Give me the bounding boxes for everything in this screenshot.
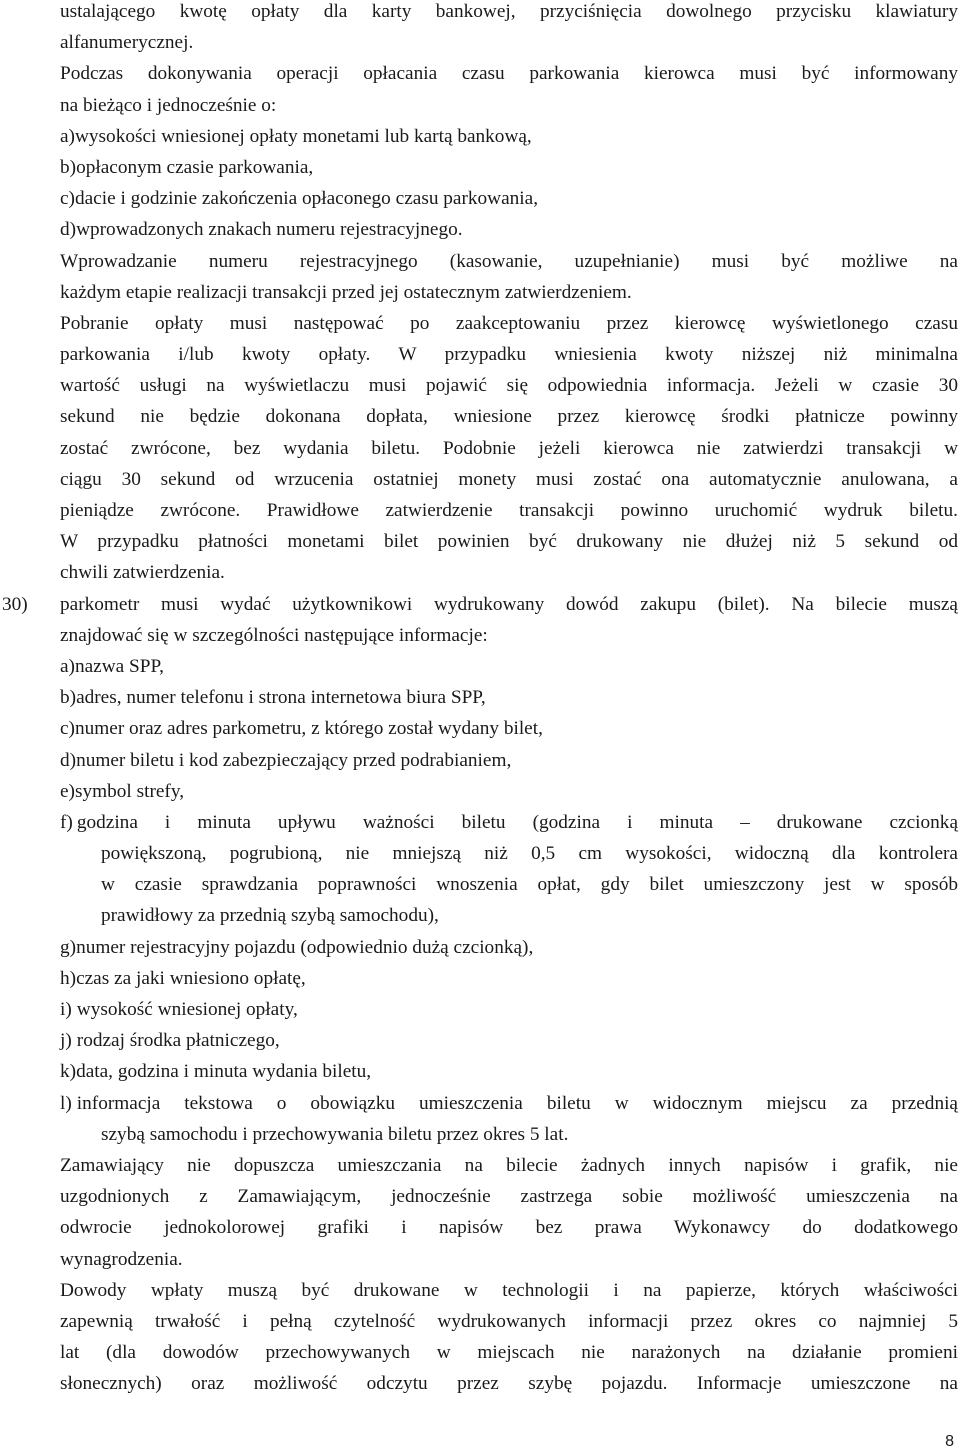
list-text: data, godzina i minuta wydania biletu,	[76, 1061, 372, 1083]
paragraph-4	[60, 308, 958, 589]
list-label: a)	[60, 655, 75, 677]
list-label: d)	[60, 749, 77, 771]
list-continuation: szybą samochodu i przechowywania biletu przez okres 5 lat.	[101, 1123, 569, 1145]
list-text: numer biletu i kod zabezpieczający przed podrabianiem,	[76, 749, 512, 771]
list-item	[60, 807, 958, 838]
list-item	[60, 651, 958, 682]
list-label: i)	[60, 999, 72, 1020]
list-item	[60, 713, 958, 744]
text-line: parkowania i/lub kwoty opłaty. W przypadku wniesienia kwoty niższej niż minimalna	[60, 344, 958, 366]
text-line: słonecznych) oraz możliwość odczytu przez szybę pojazdu. Informacje umieszczone na	[60, 1373, 958, 1395]
text-line: każdym etapie realizacji transakcji przed jej ostatecznym zatwierdzeniem.	[60, 281, 632, 303]
text-line: ciągu 30 sekund od wrzucenia ostatniej monety musi zostać ona automatycznie anulowana, a	[60, 468, 958, 490]
list-text: nazwa SPP,	[74, 655, 164, 677]
section-30	[2, 589, 958, 651]
list-label: l)	[60, 1092, 72, 1114]
list-item	[60, 1056, 958, 1087]
text-line: parkometr musi wydać użytkownikowi wydrukowany dowód zakupu (bilet). Na bilecie muszą	[60, 593, 958, 615]
list-label: g)	[60, 936, 77, 958]
list-text: godzina i minuta upływu ważności biletu (godzina i minuta – drukowane czcionką	[76, 811, 958, 833]
list-label: h)	[60, 967, 77, 989]
text-line: znajdować się w szczególności następujące informacje:	[60, 624, 488, 646]
text-line: zapewnią trwałość i pełną czytelność wydrukowanych informacji przez okres co najmniej 5	[60, 1310, 958, 1332]
text-line: chwili zatwierdzenia.	[60, 562, 225, 584]
list-item	[60, 152, 958, 183]
list-text: czas za jaki wniesiono opłatę,	[76, 967, 306, 989]
text-line: Dowody wpłaty muszą być drukowane w technologii i na papierze, których właściwości	[60, 1279, 958, 1301]
text-line: lat (dla dowodów przechowywanych w miejscach nie narażonych na działanie promieni	[60, 1342, 958, 1364]
text-line: odwrocie jednokolorowej grafiki i napisów bez prawa Wykonawcy do dodatkowego	[60, 1217, 958, 1239]
list-continuation: w czasie sprawdzania poprawności wnoszenia opłat, gdy bilet umieszczony jest w sposób	[101, 874, 958, 896]
list-label: k)	[60, 1061, 77, 1083]
text-line: sekund nie będzie dokonana dopłata, wniesione przez kierowcę środki płatnicze powinny	[60, 406, 958, 428]
list-text: wysokość wniesionej opłaty,	[76, 999, 298, 1020]
list-label: j)	[60, 1030, 72, 1052]
text-line: ustalającego kwotę opłaty dla karty bankowej, przyciśnięcia dowolnego przycisku klawiatury	[60, 1, 958, 22]
list-continuation: prawidłowy za przednią szybą samochodu),	[101, 905, 439, 927]
list-item	[60, 963, 958, 994]
list-text: numer oraz adres parkometru, z którego został wydany bilet,	[74, 718, 543, 740]
list-item	[60, 183, 958, 214]
list-label: f)	[60, 811, 73, 833]
display-info-list	[60, 121, 958, 246]
list-text: numer rejestracyjny pojazdu (odpowiednio dużą czcionką),	[76, 936, 534, 958]
paragraph-3	[60, 246, 958, 308]
text-line: zostać zwrócone, bez wydania biletu. Podobnie jeżeli kierowca nie zatwierdzi transakcji w	[60, 437, 958, 459]
text-line: W przypadku płatności monetami bilet powinien być drukowany nie dłużej niż 5 sekund od	[60, 531, 958, 553]
list-label: c)	[60, 188, 75, 210]
text-line: Pobranie opłaty musi następować po zaakceptowaniu przez kierowcę wyświetlonego czasu	[60, 312, 958, 334]
list-item	[60, 121, 958, 152]
list-text: symbol strefy,	[74, 780, 185, 802]
list-item	[60, 1088, 958, 1119]
ticket-info-list	[60, 651, 958, 1150]
paragraph-5	[60, 1150, 958, 1275]
list-label: d)	[60, 219, 77, 241]
document-page	[2, 0, 958, 1399]
text-line: Podczas dokonywania operacji opłacania czasu parkowania kierowca musi być informowany	[60, 63, 958, 85]
text-line: Zamawiający nie dopuszcza umieszczania na bilecie żadnych innych napisów i grafik, nie	[60, 1154, 958, 1176]
list-item	[60, 932, 958, 963]
list-item	[60, 682, 958, 713]
list-item	[60, 994, 958, 1025]
text-line: Wprowadzanie numeru rejestracyjnego (kasowanie, uzupełnianie) musi być możliwe na	[60, 250, 958, 272]
list-label: b)	[60, 156, 77, 178]
list-continuation: powiększoną, pogrubioną, nie mniejszą niż 0,5 cm wysokości, widoczną dla kontrolera	[101, 843, 958, 865]
list-item	[60, 776, 958, 807]
text-line: alfanumerycznej.	[60, 32, 194, 54]
text-line: uzgodnionych z Zamawiającym, jednocześnie zastrzega sobie możliwość umieszczenia na	[60, 1186, 958, 1208]
list-text: dacie i godzinie zakończenia opłaconego czasu parkowania,	[74, 188, 539, 210]
list-text: rodzaj środka płatniczego,	[76, 1030, 280, 1052]
list-item	[60, 745, 958, 776]
text-line: wartość usługi na wyświetlaczu musi pojawić się odpowiednia informacja. Jeżeli w czasie 30	[60, 375, 958, 397]
list-item	[60, 1025, 958, 1056]
paragraph-6	[60, 1275, 958, 1400]
list-label: e)	[60, 780, 75, 802]
section-number: 30)	[2, 593, 28, 615]
list-item	[60, 214, 958, 245]
page-number: 8	[945, 1433, 954, 1450]
list-text: wysokości wniesionej opłaty monetami lub kartą bankową,	[74, 125, 532, 147]
paragraph-2	[60, 58, 958, 120]
text-line: na bieżąco i jednocześnie o:	[60, 94, 277, 116]
list-label: a)	[60, 125, 75, 147]
paragraph-1	[60, 0, 958, 58]
list-label: b)	[60, 687, 77, 709]
text-line: pieniądze zwrócone. Prawidłowe zatwierdzenie transakcji powinno uruchomić wydruk biletu.	[60, 500, 958, 521]
list-text: wprowadzonych znakach numeru rejestracyjnego.	[76, 219, 463, 241]
list-text: adres, numer telefonu i strona internetowa biura SPP,	[76, 687, 486, 709]
list-label: c)	[60, 718, 75, 740]
list-text: informacja tekstowa o obowiązku umieszczenia biletu w widocznym miejscu za przednią	[76, 1092, 958, 1114]
text-line: wynagrodzenia.	[60, 1248, 183, 1270]
list-text: opłaconym czasie parkowania,	[76, 156, 314, 178]
